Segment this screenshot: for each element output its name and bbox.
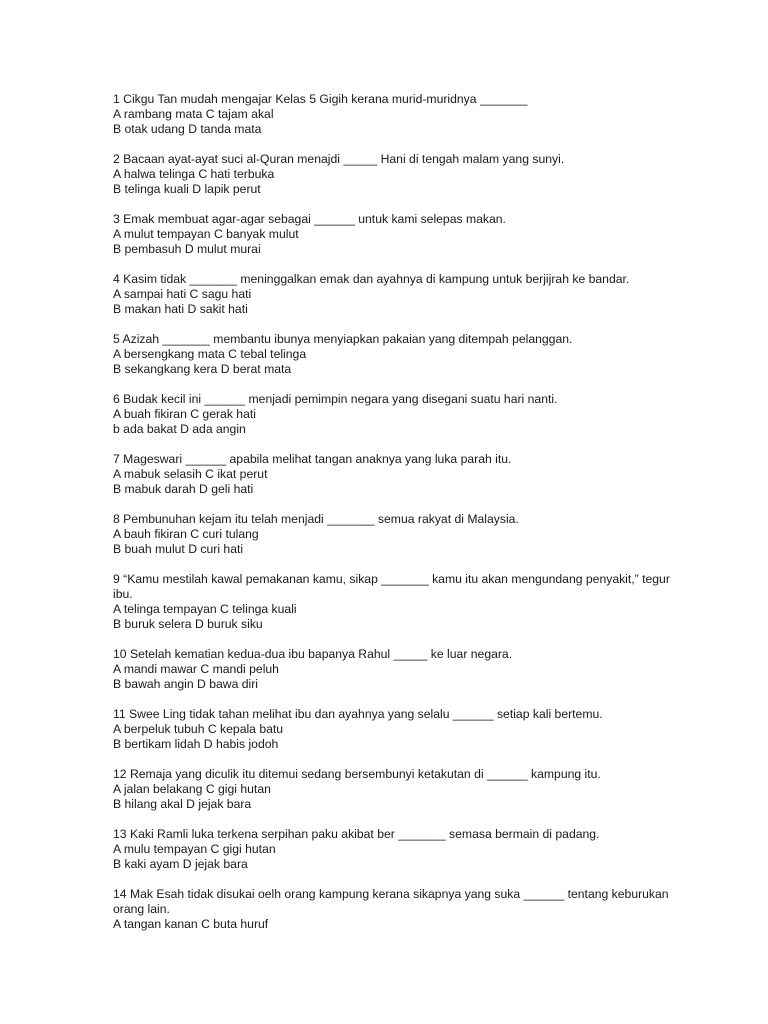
question-7 xyxy=(113,452,673,497)
question-11 xyxy=(113,707,673,752)
question-stem: 1 Cikgu Tan mudah mengajar Kelas 5 Gigih kerana murid-muridnya _______ xyxy=(113,92,528,106)
option-line: B kaki ayam D jejak bara xyxy=(113,857,248,871)
option-line: A halwa telinga C hati terbuka xyxy=(113,167,275,181)
option-line: A rambang mata C tajam akal xyxy=(113,107,274,121)
option-line: B sekangkang kera D berat mata xyxy=(113,362,292,376)
option-line: B bertikam lidah D habis jodoh xyxy=(113,737,279,751)
option-line: A berpeluk tubuh C kepala batu xyxy=(113,722,284,736)
option-line: A mabuk selasih C ikat perut xyxy=(113,467,268,481)
option-line: B mabuk darah D geli hati xyxy=(113,482,254,496)
question-stem: 3 Emak membuat agar-agar sebagai ______ untuk kami selepas makan. xyxy=(113,212,506,226)
option-line: B telinga kuali D lapik perut xyxy=(113,182,261,196)
question-stem: 11 Swee Ling tidak tahan melihat ibu dan ayahnya yang selalu ______ setiap kali bertemu. xyxy=(113,707,603,721)
question-stem: 14 Mak Esah tidak disukai oelh orang kampung kerana sikapnya yang suka ______ tentang keburukan orang lain. xyxy=(113,887,669,916)
question-2 xyxy=(113,152,673,197)
option-line: B makan hati D sakit hati xyxy=(113,302,248,316)
option-line: A jalan belakang C gigi hutan xyxy=(113,782,271,796)
question-stem: 12 Remaja yang diculik itu ditemui sedang bersembunyi ketakutan di ______ kampung itu. xyxy=(113,767,601,781)
option-line: B otak udang D tanda mata xyxy=(113,122,262,136)
option-line: b ada bakat D ada angin xyxy=(113,422,246,436)
question-4 xyxy=(113,272,673,317)
question-stem: 8 Pembunuhan kejam itu telah menjadi _______ semua rakyat di Malaysia. xyxy=(113,512,519,526)
option-line: B hilang akal D jejak bara xyxy=(113,797,252,811)
question-stem: 9 “Kamu mestilah kawal pemakanan kamu, sikap _______ kamu itu akan mengundang penyakit,” tegur ibu. xyxy=(113,572,670,601)
question-stem: 4 Kasim tidak _______ meninggalkan emak dan ayahnya di kampung untuk berjijrah ke bandar. xyxy=(113,272,630,286)
question-14 xyxy=(113,887,673,932)
option-line: B pembasuh D mulut murai xyxy=(113,242,261,256)
option-line: B buah mulut D curi hati xyxy=(113,542,244,556)
quiz-page xyxy=(113,92,673,947)
question-stem: 5 Azizah _______ membantu ibunya menyiapkan pakaian yang ditempah pelanggan. xyxy=(113,332,573,346)
question-5 xyxy=(113,332,673,377)
question-6 xyxy=(113,392,673,437)
option-line: B buruk selera D buruk siku xyxy=(113,617,263,631)
question-3 xyxy=(113,212,673,257)
question-10 xyxy=(113,647,673,692)
question-9 xyxy=(113,572,673,632)
option-line: A mulu tempayan C gigi hutan xyxy=(113,842,276,856)
question-stem: 7 Mageswari ______ apabila melihat tangan anaknya yang luka parah itu. xyxy=(113,452,512,466)
option-line: A buah fikiran C gerak hati xyxy=(113,407,256,421)
question-13 xyxy=(113,827,673,872)
option-line: A mulut tempayan C banyak mulut xyxy=(113,227,299,241)
question-12 xyxy=(113,767,673,812)
question-stem: 2 Bacaan ayat-ayat suci al-Quran menajdi _____ Hani di tengah malam yang sunyi. xyxy=(113,152,565,166)
option-line: B bawah angin D bawa diri xyxy=(113,677,258,691)
question-stem: 6 Budak kecil ini ______ menjadi pemimpin negara yang disegani suatu hari nanti. xyxy=(113,392,558,406)
option-line: A bauh fikiran C curi tulang xyxy=(113,527,259,541)
option-line: A tangan kanan C buta huruf xyxy=(113,917,269,931)
question-stem: 13 Kaki Ramli luka terkena serpihan paku akibat ber _______ semasa bermain di padang. xyxy=(113,827,600,841)
option-line: A sampai hati C sagu hati xyxy=(113,287,252,301)
option-line: A bersengkang mata C tebal telinga xyxy=(113,347,307,361)
option-line: A mandi mawar C mandi peluh xyxy=(113,662,279,676)
question-8 xyxy=(113,512,673,557)
question-stem: 10 Setelah kematian kedua-dua ibu bapanya Rahul _____ ke luar negara. xyxy=(113,647,513,661)
option-line: A telinga tempayan C telinga kuali xyxy=(113,602,297,616)
question-1 xyxy=(113,92,673,137)
